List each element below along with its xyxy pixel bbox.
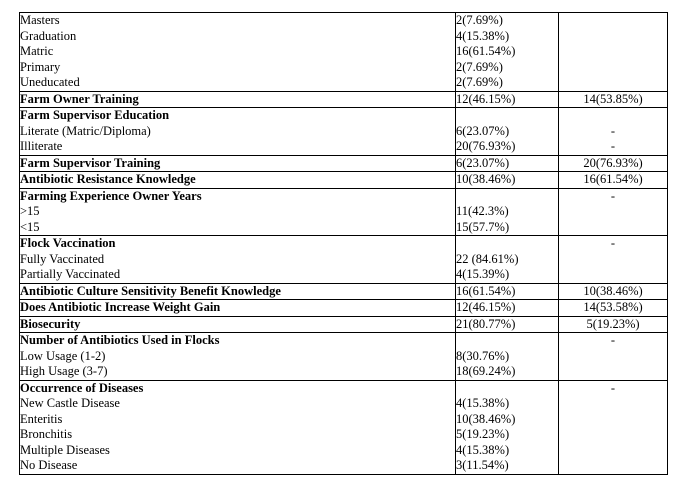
category-cell: Bronchitis	[20, 427, 456, 443]
table-row	[20, 108, 668, 124]
category-cell: Low Usage (1-2)	[20, 349, 456, 365]
category-cell: High Usage (3-7)	[20, 364, 456, 380]
category-cell: >15	[20, 204, 456, 220]
value-cell-2: 10(38.46%)	[559, 283, 668, 300]
table-row	[20, 300, 668, 317]
value-cell-2	[559, 443, 668, 459]
value-cell-1: 6(23.07%)	[456, 124, 559, 140]
value-cell-2	[559, 427, 668, 443]
value-cell-2: 5(19.23%)	[559, 316, 668, 333]
value-cell-2	[559, 75, 668, 91]
table-row	[20, 349, 668, 365]
value-cell-2	[559, 204, 668, 220]
table-row	[20, 396, 668, 412]
value-cell-2: -	[610, 123, 616, 138]
category-cell: Matric	[20, 44, 456, 60]
value-cell-2	[559, 44, 668, 60]
category-cell: Graduation	[20, 29, 456, 45]
value-cell-2	[559, 13, 668, 29]
table-row	[20, 13, 668, 29]
value-cell-2	[559, 60, 668, 76]
value-cell-1: 16(61.54%)	[456, 44, 559, 60]
category-cell: New Castle Disease	[20, 396, 456, 412]
value-cell-1: 4(15.38%)	[456, 396, 559, 412]
category-cell: Fully Vaccinated	[20, 252, 456, 268]
category-cell: Literate (Matric/Diploma)	[20, 124, 456, 140]
value-cell-2: -	[559, 333, 668, 349]
value-cell-1	[456, 333, 559, 349]
value-cell-2	[559, 458, 668, 474]
value-cell-2	[559, 29, 668, 45]
category-cell: Antibiotic Resistance Knowledge	[20, 172, 456, 189]
value-cell-1	[456, 108, 559, 124]
value-cell-1: 12(46.15%)	[456, 91, 559, 108]
category-cell: Biosecurity	[20, 316, 456, 333]
value-cell-1: 4(15.39%)	[456, 267, 559, 283]
value-cell-2	[559, 364, 668, 380]
table-row	[20, 139, 668, 155]
category-cell: Enteritis	[20, 412, 456, 428]
value-cell-2	[559, 220, 668, 236]
value-cell-2: -	[559, 188, 668, 204]
value-cell-1: 3(11.54%)	[456, 458, 559, 474]
value-cell-1: 6(23.07%)	[456, 155, 559, 172]
value-cell-2	[559, 252, 668, 268]
table-row	[20, 155, 668, 172]
table-row	[20, 267, 668, 283]
value-cell-2	[559, 108, 668, 124]
value-cell-2: 16(61.54%)	[559, 172, 668, 189]
category-cell: Does Antibiotic Increase Weight Gain	[20, 300, 456, 317]
table-row	[20, 236, 668, 252]
table-row	[20, 443, 668, 459]
value-cell-1: 2(7.69%)	[456, 75, 559, 91]
category-cell: Antibiotic Culture Sensitivity Benefit Knowledge	[20, 283, 456, 300]
table-row	[20, 188, 668, 204]
value-cell-2: 20(76.93%)	[559, 155, 668, 172]
category-cell: Flock Vaccination	[20, 236, 456, 252]
table-row	[20, 91, 668, 108]
value-cell-1: 10(38.46%)	[456, 412, 559, 428]
value-cell-1: 22 (84.61%)	[456, 252, 559, 268]
category-cell: Farm Supervisor Education	[20, 108, 456, 124]
category-cell: Partially Vaccinated	[20, 267, 456, 283]
value-cell-1: 15(57.7%)	[456, 220, 559, 236]
category-cell: Farm Owner Training	[20, 91, 456, 108]
value-cell-1: 20(76.93%)	[456, 139, 559, 155]
value-cell-2: 14(53.85%)	[559, 91, 668, 108]
table-row	[20, 124, 668, 140]
table-row	[20, 75, 668, 91]
table-row	[20, 60, 668, 76]
value-cell-1: 10(38.46%)	[456, 172, 559, 189]
value-cell-1: 11(42.3%)	[456, 204, 559, 220]
table-row	[20, 458, 668, 474]
value-cell-1: 4(15.38%)	[456, 443, 559, 459]
table-row	[20, 204, 668, 220]
category-cell: Uneducated	[20, 75, 456, 91]
table-row	[20, 333, 668, 349]
table-row	[20, 316, 668, 333]
table-row	[20, 412, 668, 428]
statistics-table	[19, 12, 668, 475]
table-row	[20, 220, 668, 236]
document-sheet	[19, 12, 668, 475]
value-cell-2	[559, 412, 668, 428]
category-cell: No Disease	[20, 458, 456, 474]
value-cell-1: 5(19.23%)	[456, 427, 559, 443]
value-cell-2	[559, 349, 668, 365]
value-cell-2	[559, 396, 668, 412]
value-cell-1: 16(61.54%)	[456, 283, 559, 300]
value-cell-1	[456, 188, 559, 204]
table-row	[20, 44, 668, 60]
category-cell: <15	[20, 220, 456, 236]
value-cell-1: 12(46.15%)	[456, 300, 559, 317]
value-cell-2	[559, 267, 668, 283]
value-cell-1: 18(69.24%)	[456, 364, 559, 380]
value-cell-1: 8(30.76%)	[456, 349, 559, 365]
table-row	[20, 283, 668, 300]
value-cell-2: -	[559, 380, 668, 396]
category-cell: Multiple Diseases	[20, 443, 456, 459]
category-cell: Farming Experience Owner Years	[20, 188, 456, 204]
table-row	[20, 380, 668, 396]
value-cell-1: 2(7.69%)	[456, 60, 559, 76]
value-cell-1: 21(80.77%)	[456, 316, 559, 333]
table-row	[20, 252, 668, 268]
category-cell: Number of Antibiotics Used in Flocks	[20, 333, 456, 349]
category-cell: Farm Supervisor Training	[20, 155, 456, 172]
category-cell: Occurrence of Diseases	[20, 380, 456, 396]
category-cell: Masters	[20, 13, 456, 29]
table-row	[20, 364, 668, 380]
table-row	[20, 427, 668, 443]
category-cell: Illiterate	[20, 139, 456, 155]
category-cell: Primary	[20, 60, 456, 76]
value-cell-1	[456, 380, 559, 396]
value-cell-1	[456, 236, 559, 252]
value-cell-2: -	[610, 139, 616, 153]
table-row	[20, 172, 668, 189]
value-cell-1: 4(15.38%)	[456, 29, 559, 45]
statistics-table-body	[20, 13, 668, 475]
value-cell-2: 14(53.58%)	[559, 300, 668, 317]
value-cell-1: 2(7.69%)	[456, 13, 559, 29]
value-cell-2: -	[559, 236, 668, 252]
table-row	[20, 29, 668, 45]
